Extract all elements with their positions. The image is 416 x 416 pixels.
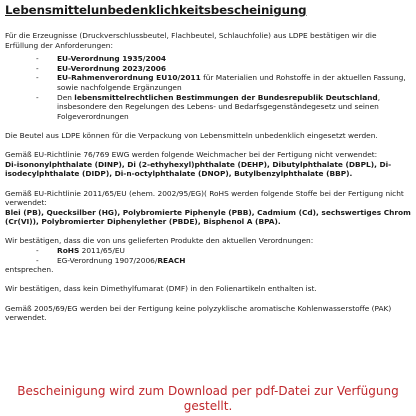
regulation-item: - EU-Verordnung 1935/2004: [36, 54, 167, 64]
regulation-item: - EU-Rahmenverordnung EU10/2011 für Materialien und Rohstoffe in der aktuellen Fassung, sowie nachfolgende Ergänzungen: [36, 73, 406, 92]
dash-bullet: -: [36, 246, 39, 256]
intro-paragraph: Für die Erzeugnisse (Druckverschlussbeutel, Flachbeutel, Schlauchfolie) aus LDPE bestätigen wir die Erfüllung der Anforderungen:: [5, 31, 377, 50]
rohs-list: Blei (PB), Quecksilber (HG), Polybromierte Piphenyle (PBB), Cadmium (Cd), sechswertiges Chrom (Cr(VI)), Polybromierter Diphenylether (PBDE), Bisphenol A (BPA).: [5, 207, 411, 227]
dash-bullet: -: [36, 73, 39, 83]
confirm-item: - RoHS 2011/65/EU: [36, 246, 125, 256]
certificate-document: [5, 3, 411, 323]
plasticizer-intro: Gemäß EU-Richtlinie 76/769 EWG werden folgende Weichmacher bei der Fertigung nicht verwendet:: [5, 150, 378, 160]
dash-bullet: -: [36, 54, 39, 64]
confirm-outro: entsprechen.: [5, 265, 54, 275]
plasticizer-list: Di-isononylphthalate (DINP), Di (2-ethyhexyl)phthalate (DEHP), Dibutylphthalate (DBPL), Di-isodecylphthalate (DIDP), Di-n-octylphthalate (DNOP), Butylbenzylphthalate (BBP).: [5, 159, 392, 179]
dash-bullet: -: [36, 63, 39, 73]
regulation-item: - EU-Verordnung 2023/2006: [36, 63, 167, 73]
dmf-note: Wir bestätigen, dass kein Dimethylfumarat (DMF) in den Folienartikeln enthalten ist.: [5, 284, 317, 294]
confirm-item: - EG-Verordnung 1907/2006/REACH: [36, 255, 186, 265]
download-notice: Bescheinigung wird zum Download per pdf-Datei zur Verfügung gestellt.: [17, 384, 399, 413]
page-title: Lebensmittelunbedenklichkeitsbescheinigung: [5, 3, 307, 17]
ldpe-note: Die Beutel aus LDPE können für die Verpackung von Lebensmitteln unbedenklich eingesetzt werden.: [5, 130, 378, 140]
regulations-list: [5, 54, 411, 121]
confirm-list: [5, 246, 411, 265]
pak-note: Gemäß 2005/69/EG werden bei der Fertigung keine polyzyklische aromatische Kohlenwasserstoffe (PAK) verwendet.: [5, 303, 392, 323]
regulation-item: - Den lebensmittelrechtlichen Bestimmungen der Bundesrepublik Deutschland, insbesondere den Regelungen des Lebens- und Bedarfsgegenständegesetz und seinen Folgeverordnungen: [36, 92, 381, 121]
dash-bullet: -: [36, 92, 39, 102]
rohs-intro: Gemäß EU-Richtlinie 2011/65/EU (ehem. 2002/95/EG)( RoHS werden folgende Stoffe bei der Fertigung nicht verwendet:: [5, 188, 404, 208]
confirm-intro: Wir bestätigen, dass die von uns gelieferten Produkte den aktuellen Verordnungen:: [5, 236, 314, 246]
dash-bullet: -: [36, 255, 39, 265]
